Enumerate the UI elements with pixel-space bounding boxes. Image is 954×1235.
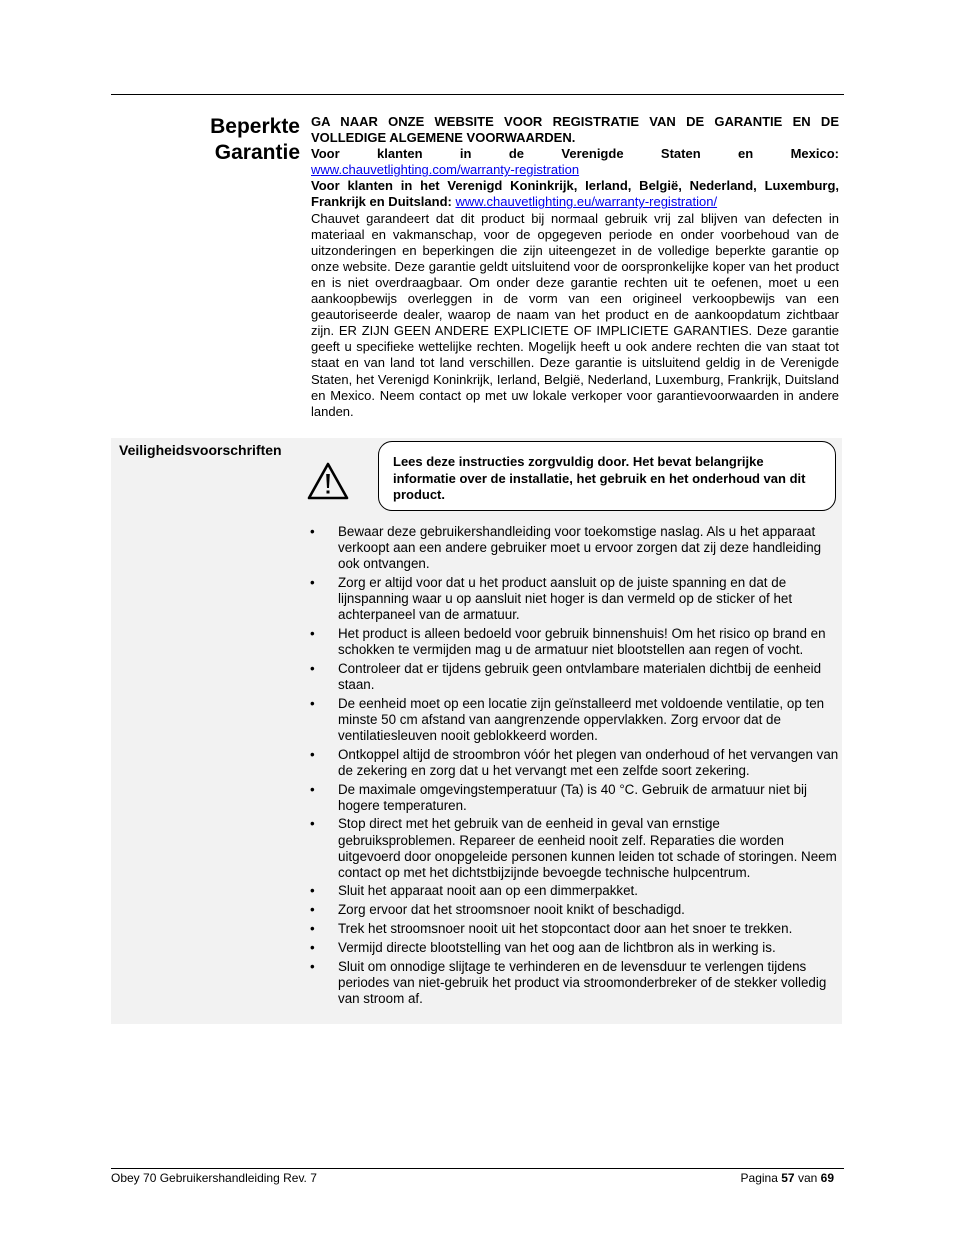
list-item [307,921,839,937]
bullet-glyph: • [310,921,315,937]
header-rule [111,94,844,95]
safety-section [111,438,842,1024]
bullet-glyph: • [310,625,315,641]
list-item-text: Het product is alleen bedoeld voor gebruik binnenshuis! Om het risico op brand en schokken te vermijden mag u de armatuur niet blootstellen aan regen of vocht. [338,625,826,658]
section-title [111,114,300,166]
warranty-heading: GA NAAR ONZE WEBSITE VOOR REGISTRATIE VAN DE GARANTIE EN DE VOLLEDIGE ALGEMENE VOORWAARDEN. [311,114,839,146]
warranty-section [311,114,839,420]
bullet-glyph: • [310,883,315,899]
list-item [307,575,839,623]
list-item [307,626,839,658]
section-title-line1: Beperkte [210,115,300,138]
list-item-text: Stop direct met het gebruik van de eenheid in geval van ernstige gebruiksproblemen. Repareer de eenheid nooit zelf. Reparaties die worden uitgevoerd door onopgeleide personen kunnen leiden tot schade of storingen. Neem contact op met het dichtstbijzijnde bevoegde technische hulpcentrum. [338,816,837,880]
list-item [307,902,839,918]
bullet-glyph: • [310,695,315,711]
bullet-glyph: • [310,939,315,955]
warning-triangle-icon [307,462,349,500]
bullet-glyph: • [310,746,315,762]
bullet-glyph: • [310,660,315,676]
list-item-text: De maximale omgevingstemperatuur (Ta) is 40 °C. Gebruik de armatuur niet bij hogere temperaturen. [338,781,808,813]
list-item-text: Bewaar deze gebruikershandleiding voor toekomstige naslag. Als u het apparaat verkoopt aan een andere gebruiker moet u ervoor zorgen dat zij deze handleiding ook ontvangen. [338,524,822,572]
footer-doc-title: Obey 70 Gebruikershandleiding Rev. 7 [111,1171,317,1185]
bullet-glyph: • [310,574,315,590]
bullet-glyph: • [310,781,315,797]
safety-title: Veiligheidsvoorschriften [119,442,282,458]
list-item [307,940,839,956]
list-item [307,816,839,880]
list-item-text: Ontkoppel altijd de stroombron vóór het plegen van onderhoud of het vervangen van de zekering en zorg dat u het vervangt met een zelfde soort zekering. [338,746,839,778]
list-item [307,696,839,744]
list-item-text: Vermijd directe blootstelling van het oog aan de lichtbron als in werking is. [338,939,776,955]
section-title-line2: Garantie [214,141,300,164]
safety-list [307,524,839,1010]
safety-callout: Lees deze instructies zorgvuldig door. Het bevat belangrijke informatie over de installatie, het gebruik en het onderhoud van dit product. [378,441,836,511]
footer-rule [111,1168,844,1169]
list-item-text: Sluit het apparaat nooit aan op een dimmerpakket. [338,883,638,899]
list-item-text: Zorg ervoor dat het stroomsnoer nooit knikt of beschadigd. [338,902,685,918]
warranty-us-label: Voor klanten in de Verenigde Staten en Mexico: [311,146,839,162]
list-item-text: Sluit om onnodige slijtage te verhinderen en de levensduur te verlengen tijdens periodes van niet-gebruik het product via stroomonderbreker of de stekker volledig van stroom af. [338,958,827,1006]
bullet-glyph: • [310,816,315,832]
list-item [307,782,839,814]
list-item-text: Trek het stroomsnoer nooit uit het stopcontact door aan het snoer te trekken. [338,921,793,937]
list-item [307,661,839,693]
list-item-text: De eenheid moet op een locatie zijn geïnstalleerd met voldoende ventilatie, op ten minste 50 cm afstand van aangrenzende oppervlakken. Zorg ervoor dat de ventilatiesleuven nooit geblokkeerd worden. [338,695,825,743]
warranty-body: Chauvet garandeert dat dit product bij normaal gebruik vrij zal blijven van defecten in materiaal en vakmanschap, voor de opgegeven periode en onder voorbehoud van de uitzonderingen en beperkingen die zijn uiteengezet in de volledige beperkte garantie op onze website. Deze garantie geldt uitsluitend voor de oorspronkelijke koper van het product en is niet overdraagbaar. Om onder deze garantie rechten uit te oefenen, moet u een aankoopbewijs overleggen in de vorm van een origineel verkoopbewijs van een geautoriseerde dealer, waarop de naam van het product en de aankoopdatum zichtbaar zijn. ER ZIJN GEEN ANDERE EXPLICIETE OF IMPLICIETE GARANTIES. Deze garantie geeft u specifieke wettelijke rechten. Mogelijk heeft u ook andere rechten die van staat tot staat en van land tot land verschillen. Deze garantie is uitsluitend geldig in de Verenigde Staten, het Verenigd Koninkrijk, Ierland, België, Nederland, Luxemburg, Frankrijk, Duitsland en Mexico. Neem contact op met uw lokale verkoper voor garantievoorwaarden in andere landen. [311,210,839,419]
list-item [307,959,839,1007]
list-item-text: Controleer dat er tijdens gebruik geen ontvlambare materialen dichtbij de eenheid staan. [338,660,822,692]
list-item [307,883,839,899]
footer-page-number: Pagina 57 van 69 [740,1171,834,1185]
list-item [307,747,839,779]
bullet-glyph: • [310,524,315,539]
list-item [307,524,839,572]
bullet-glyph: • [310,902,315,918]
warranty-eu-label: Voor klanten in het Verenigd Koninkrijk, Ierland, België, Nederland, Luxemburg, Frankrijk en Duitsland: [311,178,839,210]
warranty-us-link[interactable]: www.chauvetlighting.com/warranty-registration [311,162,580,178]
bullet-glyph: • [310,958,315,974]
list-item-text: Zorg er altijd voor dat u het product aansluit op de juiste spanning en dat de lijnspanning waar u op aansluit niet hoger is dan vermeld op de sticker of het achterpaneel van de armatuur. [338,574,793,623]
warranty-eu-link[interactable]: www.chauvetlighting.eu/warranty-registration/ [455,194,718,210]
